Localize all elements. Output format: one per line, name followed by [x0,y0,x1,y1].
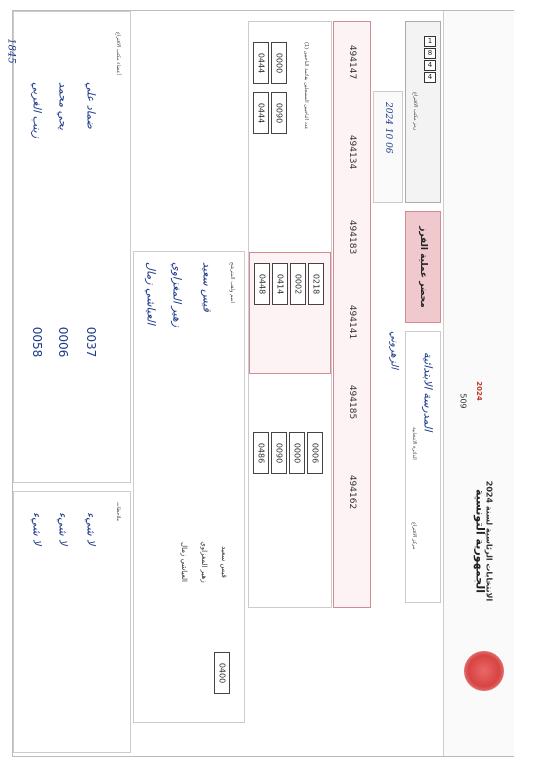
official-stamp [464,651,504,691]
date-panel [373,91,403,203]
candidate-name-3: العياشي زمال [180,542,188,582]
member-name-2: يحي محمد [56,82,70,130]
candidate-hand-3: العياشي زمال [144,262,158,325]
observations-header: ملاحظات [115,502,121,522]
total-3: 0444 [256,102,266,124]
form-title: محضر عملية الفرز [418,226,428,308]
count-b: 0090 [274,442,284,464]
header-strip [443,11,514,756]
center-label: مركز الاقتراع [411,522,417,550]
serial-3: 494183 [347,219,357,255]
form-title-band [405,211,441,323]
totals-label: (1) عدد الناخبين المسجلين بقائمة الناخبين [303,42,309,130]
page-number: 509 [458,393,468,409]
serial-6: 494162 [347,474,357,510]
serial-2: 494134 [347,134,357,170]
total-2: 0000 [274,52,284,74]
member-digits-2: 0006 [56,326,70,358]
code-digit-4: 4 [424,72,436,83]
middle-counts [249,252,331,374]
count-a: 0448 [257,273,267,295]
margin-digits: 1845 [5,38,17,64]
serial-5: 494185 [347,384,357,420]
serial-4: 494141 [347,304,357,340]
candidate-hand-1: قيس سعيد [200,262,214,312]
observations-panel [13,491,131,753]
count-d: 0000 [292,442,302,464]
count-e: 0218 [311,273,321,295]
candidate-votes-1: 0400 [217,662,227,684]
member-name-1: ضماد علي [84,82,98,129]
members-table [13,11,131,483]
candidate-hand-2: زهير المغزاوي [170,262,184,328]
code-digit-1: 1 [424,36,436,47]
member-digits-1: 0037 [84,326,98,358]
code-digit-2: 8 [424,48,436,59]
observation-1: لا شيء [84,512,98,546]
members-header: أعضاء مكتب الاقتراع [115,32,121,75]
totals-panel [248,21,332,608]
circonscription-value: الزهروني [388,331,400,370]
republic-title: الجمهورية التونسية [473,488,487,594]
circonscription-label: الدائرة الانتخابية [411,427,417,460]
date-value: 2024 10 06 [383,102,393,154]
election-title: الانتخابات الرئاسية لسنة 2024 [484,480,494,602]
member-digits-3: 0058 [30,326,44,358]
serials-panel [333,21,371,608]
observation-3: لا شيء [30,512,44,546]
office-code-label: رمز مكتب الاقتراع [412,92,418,131]
count-c: 0414 [275,273,285,295]
candidates-table [133,251,245,723]
candidate-header: اسم ولقب المترشح [229,262,235,303]
total-4: 0090 [274,102,284,124]
bottom-counts [249,422,329,602]
code-digit-3: 4 [424,60,436,71]
serial-1: 494147 [347,44,357,80]
count-g: 0486 [256,442,266,464]
observation-2: لا شيء [56,512,70,546]
member-name-3: زينب الغربي [30,82,44,139]
ballot-counting-form [5,10,514,757]
office-code-panel [405,21,441,203]
center-value: المدرسة الابتدائية [421,352,435,432]
count-h: 0006 [310,442,320,464]
candidate-name-1: قيس سعيد [220,546,228,578]
logo-year: 2024 [475,381,483,401]
center-panel [405,331,441,603]
candidate-name-2: زهير المغزاوي [200,541,208,583]
count-f: 0002 [293,273,303,295]
total-1: 0444 [256,52,266,74]
